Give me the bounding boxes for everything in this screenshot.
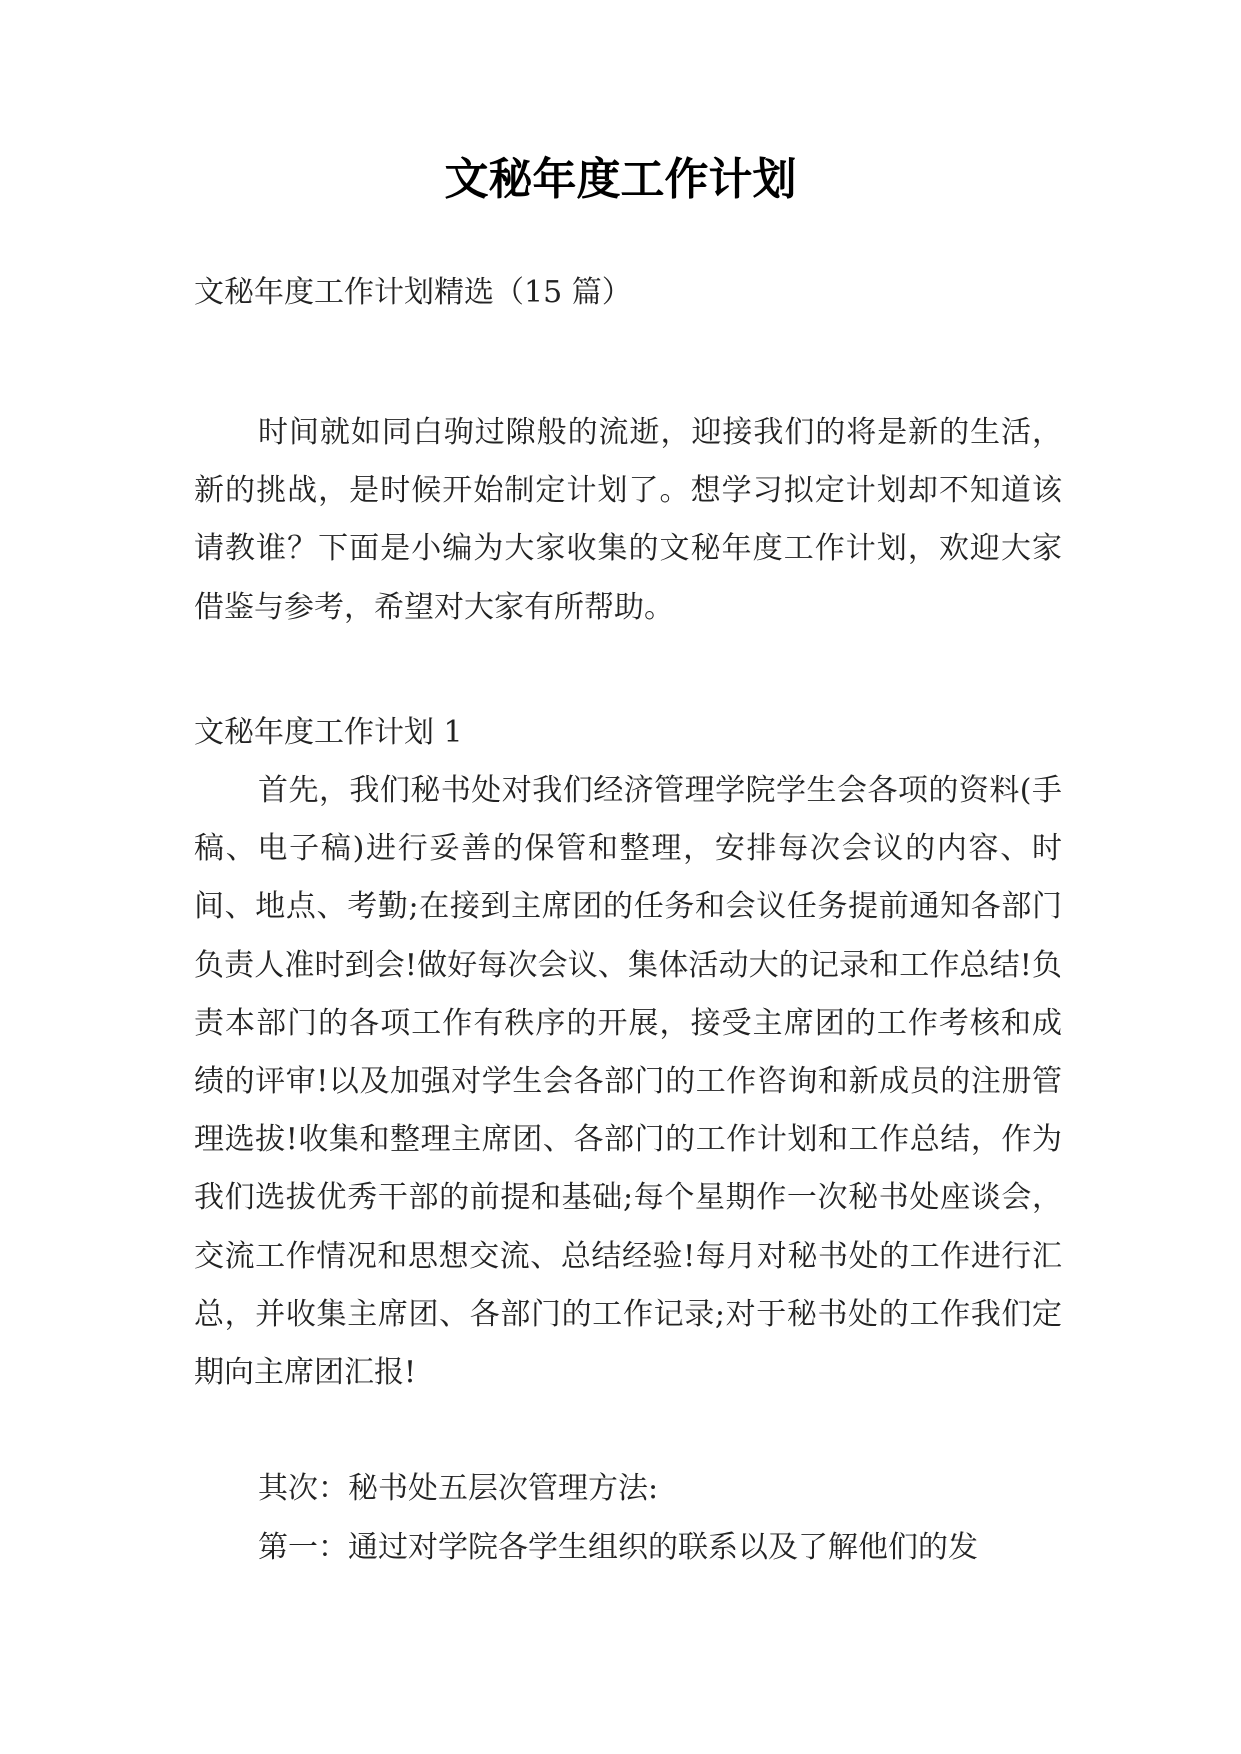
- document-subtitle: 文秘年度工作计划精选（15 篇）: [194, 275, 632, 310]
- section-heading: 文秘年度工作计划 1: [194, 715, 463, 750]
- body-paragraph: 第一：通过对学院各学生组织的联系以及了解他们的发: [258, 1530, 978, 1565]
- body-paragraph: 其次：秘书处五层次管理方法:: [258, 1471, 659, 1506]
- document-title: 文秘年度工作计划: [444, 154, 797, 205]
- intro-paragraph: 时间就如同白驹过隙般的流逝，迎接我们的将是新的生活，新的挑战，是时候开始制定计划了。想学习拟定计划却不知道该请教谁？下面是小编为大家收集的文秘年度工作计划，欢迎大家借鉴与参考，希望对大家有所帮助。: [194, 415, 1062, 625]
- body-paragraph: 首先，我们秘书处对我们经济管理学院学生会各项的资料(手稿、电子稿)进行妥善的保管和整理，安排每次会议的内容、时间、地点、考勤;在接到主席团的任务和会议任务提前通知各部门负责人准时到会!做好每次会议、集体活动大的记录和工作总结!负责本部门的各项工作有秩序的开展，接受主席团的工作考核和成绩的评审!以及加强对学生会各部门的工作咨询和新成员的注册管理选拔!收集和整理主席团、各部门的工作计划和工作总结，作为我们选拔优秀干部的前提和基础;每个星期作一次秘书处座谈会，交流工作情况和思想交流、总结经验!每月对秘书处的工作进行汇总，并收集主席团、各部门的工作记录;对于秘书处的工作我们定期向主席团汇报!: [194, 773, 1062, 1391]
